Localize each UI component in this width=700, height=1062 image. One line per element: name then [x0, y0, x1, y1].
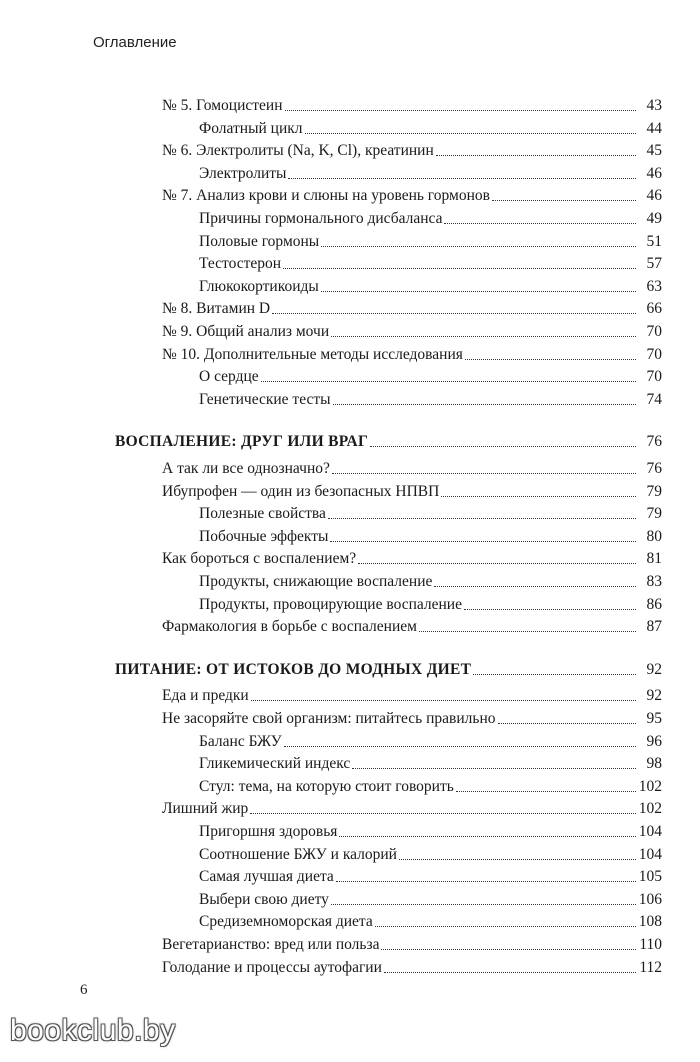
- toc-entry-title: Пригоршня здоровья: [199, 823, 338, 840]
- toc-entry-title: Голодание и процессы аутофагии: [162, 959, 382, 976]
- toc-page-number: 66: [646, 300, 662, 317]
- dot-leader: [284, 746, 636, 747]
- toc-page-number: 106: [638, 891, 662, 908]
- toc-entry-title: Половые гормоны: [199, 233, 320, 250]
- running-header: Оглавление: [93, 34, 177, 51]
- toc-page-number: 105: [638, 868, 662, 885]
- toc-entry-row: [199, 501, 662, 523]
- toc-entry-title: Стул: тема, на которую стоит говорить: [199, 778, 454, 795]
- toc-page-number: 79: [646, 505, 662, 522]
- toc-page-number: 108: [638, 913, 662, 930]
- toc-entry-title: Гликемический индекс: [199, 755, 351, 772]
- toc-page-number: 87: [646, 618, 662, 635]
- toc-entry-row: [162, 342, 662, 364]
- toc-entry-title: № 10. Дополнительные методы исследования: [162, 346, 463, 363]
- toc-entry-row: [199, 569, 662, 591]
- dot-leader: [492, 200, 636, 201]
- toc-entry-title: О сердце: [199, 368, 259, 385]
- toc-entry-row: [162, 706, 662, 728]
- dot-leader: [370, 446, 636, 447]
- dot-leader: [498, 723, 637, 724]
- dot-leader: [465, 359, 636, 360]
- dot-leader: [352, 768, 636, 769]
- toc-entry-row: [199, 116, 662, 138]
- toc-entry-title: Фолатный цикл: [199, 120, 303, 137]
- toc-chapter-row: [115, 429, 662, 451]
- toc-page-number: 57: [646, 255, 662, 272]
- toc-entry-title: № 6. Электролиты (Na, K, Cl), креатинин: [162, 142, 434, 159]
- dot-leader: [283, 268, 636, 269]
- dot-leader: [328, 518, 636, 519]
- dot-leader: [336, 881, 636, 882]
- toc-entry-row: [162, 614, 662, 636]
- toc-entry-title: Лишний жир: [162, 800, 249, 817]
- dot-leader: [473, 674, 636, 675]
- dot-leader: [384, 972, 636, 973]
- toc-entry-title: Соотношение БЖУ и калорий: [199, 846, 397, 863]
- dot-leader: [305, 133, 636, 134]
- toc-page-number: 104: [638, 823, 662, 840]
- toc-page-number: 104: [638, 846, 662, 863]
- toc-entry-row: [162, 183, 662, 205]
- dot-leader: [250, 813, 636, 814]
- toc-entry-title: Фармакология в борьбе с воспалением: [162, 618, 417, 635]
- page-number: 6: [80, 982, 88, 998]
- dot-leader: [375, 926, 636, 927]
- toc-entry-title: Продукты, снижающие воспаление: [199, 573, 433, 590]
- toc-page-number: 70: [646, 346, 662, 363]
- toc-page-number: 51: [646, 233, 662, 250]
- toc-entry-row: [162, 319, 662, 341]
- dot-leader: [456, 791, 636, 792]
- dot-leader: [419, 631, 636, 632]
- toc-entry-row: [162, 456, 662, 478]
- toc-page-number: 81: [646, 550, 662, 567]
- dot-leader: [333, 404, 636, 405]
- toc-entry-row: [199, 842, 662, 864]
- dot-leader: [339, 836, 636, 837]
- toc-entry-row: [162, 683, 662, 705]
- toc-page-number: 92: [646, 661, 662, 678]
- dot-leader: [444, 223, 636, 224]
- dot-leader: [321, 246, 636, 247]
- dot-leader: [272, 313, 636, 314]
- toc-page-number: 98: [646, 755, 662, 772]
- toc-entry-title: Побочные эффекты: [199, 528, 329, 545]
- dot-leader: [381, 949, 636, 950]
- toc-entry-title: Ибупрофен — один из безопасных НПВП: [162, 483, 440, 500]
- dot-leader: [261, 381, 636, 382]
- dot-leader: [288, 178, 636, 179]
- toc-entry-row: [162, 932, 662, 954]
- dot-leader: [332, 473, 636, 474]
- toc-entry-row: [199, 751, 662, 773]
- dot-leader: [358, 563, 636, 564]
- toc-entry-title: Генетические тесты: [199, 391, 331, 408]
- toc-entry-title: Вегетарианство: вред или польза: [162, 936, 380, 953]
- toc-entry-title: Как бороться с воспалением?: [162, 550, 357, 567]
- toc-page-number: 80: [646, 528, 662, 545]
- toc-entry-row: [199, 161, 662, 183]
- toc-entry-row: [162, 546, 662, 568]
- toc-entry-title: Еда и предки: [162, 687, 249, 704]
- toc-page-number: 43: [646, 97, 662, 114]
- toc-entry-row: [199, 774, 662, 796]
- toc-page-number: 49: [646, 210, 662, 227]
- toc-entry-row: [199, 274, 662, 296]
- toc-page-number: 102: [638, 800, 662, 817]
- toc-page-number: 102: [638, 778, 662, 795]
- dot-leader: [399, 859, 636, 860]
- toc-entry-title: А так ли все однозначно?: [162, 460, 330, 477]
- toc-entry-title: Электролиты: [199, 165, 287, 182]
- toc-page-number: 112: [639, 959, 662, 976]
- toc-chapter-row: [115, 657, 662, 679]
- toc-entry-title: Средиземноморская диета: [199, 913, 373, 930]
- dot-leader: [464, 609, 636, 610]
- toc-page-number: 70: [646, 323, 662, 340]
- toc-entry-title: Выбери свою диету: [199, 891, 329, 908]
- toc-entry-title: Баланс БЖУ: [199, 733, 282, 750]
- dot-leader: [434, 586, 636, 587]
- toc-entry-row: [199, 206, 662, 228]
- toc-page-number: 74: [646, 391, 662, 408]
- toc-entry-row: [199, 251, 662, 273]
- toc-entry-title: Продукты, провоцирующие воспаление: [199, 596, 462, 613]
- toc-entry-row: [199, 864, 662, 886]
- toc-page-number: 46: [646, 187, 662, 204]
- toc-page-number: 96: [646, 733, 662, 750]
- toc-entry-title: Самая лучшая диета: [199, 868, 334, 885]
- toc-entry-row: [199, 729, 662, 751]
- dot-leader: [321, 291, 636, 292]
- toc-entry-title: Глюкокортикоиды: [199, 278, 319, 295]
- toc-page-number: 86: [646, 596, 662, 613]
- dot-leader: [441, 496, 636, 497]
- toc-entry-row: [162, 93, 662, 115]
- toc-entry-row: [162, 138, 662, 160]
- dot-leader: [251, 700, 636, 701]
- toc-entry-row: [162, 796, 662, 818]
- toc-entry-title: Полезные свойства: [199, 505, 326, 522]
- toc-entry-title: № 9. Общий анализ мочи: [162, 323, 330, 340]
- toc-entry-title: Тестостерон: [199, 255, 282, 272]
- toc-page-number: 44: [646, 120, 662, 137]
- toc-entry-title: № 7. Анализ крови и слюны на уровень гормонов: [162, 187, 490, 204]
- toc-entry-row: [199, 524, 662, 546]
- dot-leader: [330, 541, 636, 542]
- toc-entry-title: № 5. Гомоцистеин: [162, 97, 283, 114]
- toc-page-number: 45: [646, 142, 662, 159]
- toc-entry-row: [162, 955, 662, 977]
- toc-page-number: 76: [646, 433, 662, 450]
- toc-entry-title: ПИТАНИЕ: ОТ ИСТОКОВ ДО МОДНЫХ ДИЕТ: [115, 661, 472, 678]
- toc-page-number: 83: [646, 573, 662, 590]
- watermark-logo: bookclub.by: [10, 1014, 176, 1047]
- toc-page-number: 70: [646, 368, 662, 385]
- toc-page-number: 92: [646, 687, 662, 704]
- toc-entry-row: [199, 819, 662, 841]
- dot-leader: [436, 155, 636, 156]
- toc-page-number: 95: [646, 710, 662, 727]
- toc-entry-row: [199, 364, 662, 386]
- toc-entry-row: [162, 296, 662, 318]
- toc-entry-row: [199, 387, 662, 409]
- toc-page-number: 46: [646, 165, 662, 182]
- toc-page-number: 110: [639, 936, 662, 953]
- toc-page-number: 76: [646, 460, 662, 477]
- dot-leader: [331, 904, 636, 905]
- toc-entry-title: ВОСПАЛЕНИЕ: ДРУГ ИЛИ ВРАГ: [115, 433, 369, 450]
- toc-entry-row: [199, 592, 662, 614]
- toc-entry-row: [199, 887, 662, 909]
- toc-entry-row: [199, 229, 662, 251]
- toc-entry-title: № 8. Витамин D: [162, 300, 271, 317]
- dot-leader: [331, 336, 636, 337]
- toc-entry-row: [162, 479, 662, 501]
- dot-leader: [285, 110, 637, 111]
- toc-entry-title: Не засоряйте свой организм: питайтесь правильно: [162, 710, 496, 727]
- toc-entry-title: Причины гормонального дисбаланса: [199, 210, 443, 227]
- toc-entry-row: [199, 909, 662, 931]
- toc-page-number: 79: [646, 483, 662, 500]
- toc-page-number: 63: [646, 278, 662, 295]
